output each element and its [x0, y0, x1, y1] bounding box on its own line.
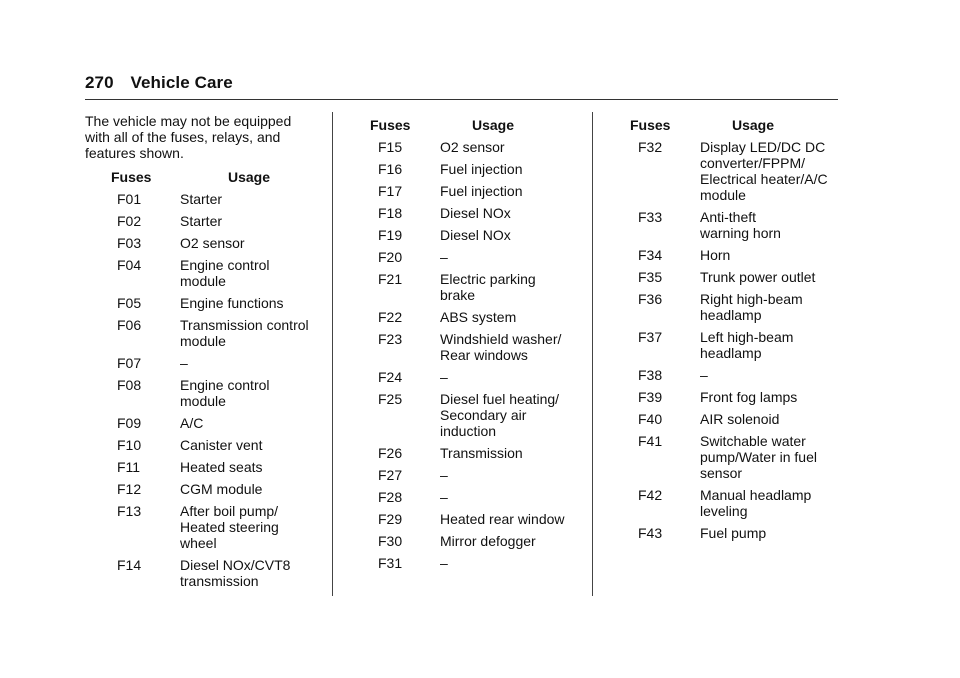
fuse-usage: – — [440, 555, 448, 571]
fuse-usage: – — [440, 489, 448, 505]
fuse-usage: AIR solenoid — [700, 411, 780, 427]
table-row — [345, 511, 585, 527]
fuse-usage: Switchable water pump/Water in fuel sensor — [700, 433, 817, 481]
fuse-usage: Transmission control module — [180, 317, 309, 349]
table-row — [85, 415, 325, 431]
fuse-id: F19 — [378, 227, 403, 243]
table-row — [345, 391, 585, 439]
fuse-id: F26 — [378, 445, 403, 461]
table-row — [345, 533, 585, 549]
header-usage: Usage — [228, 169, 271, 185]
column-divider — [592, 112, 593, 596]
fuse-usage: Diesel NOx — [440, 205, 511, 221]
fuse-usage: Transmission — [440, 445, 523, 461]
table-row — [605, 411, 845, 427]
table-row — [85, 191, 325, 207]
fuse-usage: Starter — [180, 213, 223, 229]
table-row — [605, 269, 845, 285]
fuse-id: F10 — [117, 437, 142, 453]
table-header — [345, 117, 585, 133]
fuse-id: F18 — [378, 205, 403, 221]
table-row — [85, 437, 325, 453]
table-header — [85, 169, 325, 185]
fuse-id: F30 — [378, 533, 403, 549]
fuse-id: F37 — [638, 329, 663, 345]
fuse-usage: – — [180, 355, 188, 371]
table-row — [85, 295, 325, 311]
column-divider — [332, 112, 333, 596]
header-fuses: Fuses — [111, 169, 152, 185]
page-number: 270 — [85, 73, 114, 92]
fuse-usage: Engine control module — [180, 257, 270, 289]
table-row — [345, 271, 585, 303]
fuse-usage: Heated seats — [180, 459, 263, 475]
fuse-id: F42 — [638, 487, 663, 503]
fuse-usage: Fuel pump — [700, 525, 767, 541]
fuse-id: F01 — [117, 191, 142, 207]
fuse-id: F31 — [378, 555, 403, 571]
fuse-id: F39 — [638, 389, 663, 405]
fuse-usage: ABS system — [440, 309, 517, 325]
fuse-usage: Front fog lamps — [700, 389, 798, 405]
table-row — [85, 459, 325, 475]
table-row — [605, 487, 845, 519]
table-row — [605, 139, 845, 203]
fuse-usage: Anti-theft warning horn — [700, 209, 781, 241]
fuse-id: F03 — [117, 235, 142, 251]
fuse-list — [605, 139, 845, 541]
header-fuses: Fuses — [370, 117, 411, 133]
table-row — [345, 331, 585, 363]
fuse-usage: Horn — [700, 247, 731, 263]
fuse-usage: CGM module — [180, 481, 263, 497]
fuse-usage: – — [440, 467, 448, 483]
fuse-id: F23 — [378, 331, 403, 347]
header-usage: Usage — [732, 117, 775, 133]
table-row — [345, 205, 585, 221]
fuse-id: F27 — [378, 467, 403, 483]
table-row — [345, 467, 585, 483]
table-row — [605, 209, 845, 241]
fuse-usage: A/C — [180, 415, 204, 431]
fuse-id: F24 — [378, 369, 403, 385]
fuse-id: F04 — [117, 257, 142, 273]
table-row — [345, 369, 585, 385]
fuse-usage: Right high-beam headlamp — [700, 291, 803, 323]
table-row — [85, 355, 325, 371]
header-rule — [85, 99, 838, 100]
table-row — [85, 257, 325, 289]
header-fuses: Fuses — [630, 117, 671, 133]
section-title: Vehicle Care — [130, 73, 233, 92]
fuse-id: F14 — [117, 557, 142, 573]
fuse-id: F02 — [117, 213, 142, 229]
fuse-usage: Canister vent — [180, 437, 263, 453]
table-row — [345, 309, 585, 325]
table-row — [85, 377, 325, 409]
column-2 — [345, 117, 585, 577]
table-row — [85, 503, 325, 551]
fuse-usage: Display LED/DC DC converter/FPPM/ Electrical heater/A/C module — [700, 139, 828, 203]
fuse-id: F38 — [638, 367, 663, 383]
fuse-id: F16 — [378, 161, 403, 177]
fuse-usage: O2 sensor — [180, 235, 245, 251]
fuse-usage: O2 sensor — [440, 139, 505, 155]
fuse-id: F09 — [117, 415, 142, 431]
fuse-id: F32 — [638, 139, 663, 155]
fuse-list — [345, 139, 585, 571]
table-row — [605, 291, 845, 323]
table-row — [345, 489, 585, 505]
fuse-id: F34 — [638, 247, 663, 263]
table-row — [85, 213, 325, 229]
table-row — [345, 227, 585, 243]
table-row — [605, 329, 845, 361]
fuse-usage: Fuel injection — [440, 183, 523, 199]
fuse-list — [85, 191, 325, 589]
fuse-usage: Heated rear window — [440, 511, 565, 527]
fuse-usage: Diesel NOx/CVT8 transmission — [180, 557, 291, 589]
fuse-usage: – — [700, 367, 708, 383]
table-row — [345, 445, 585, 461]
fuse-id: F40 — [638, 411, 663, 427]
table-row — [345, 183, 585, 199]
fuse-id: F15 — [378, 139, 403, 155]
table-header — [605, 117, 845, 133]
column-1 — [85, 113, 325, 595]
fuse-id: F36 — [638, 291, 663, 307]
fuse-usage: After boil pump/ Heated steering wheel — [180, 503, 279, 551]
fuse-id: F12 — [117, 481, 142, 497]
fuse-id: F06 — [117, 317, 142, 333]
fuse-id: F28 — [378, 489, 403, 505]
table-row — [85, 481, 325, 497]
table-row — [85, 557, 325, 589]
table-row — [605, 367, 845, 383]
table-row — [605, 433, 845, 481]
fuse-id: F08 — [117, 377, 142, 393]
column-3 — [605, 117, 845, 547]
fuse-id: F20 — [378, 249, 403, 265]
table-row — [605, 247, 845, 263]
table-row — [605, 525, 845, 541]
fuse-id: F17 — [378, 183, 403, 199]
fuse-usage: Engine functions — [180, 295, 284, 311]
fuse-id: F33 — [638, 209, 663, 225]
fuse-usage: Trunk power outlet — [700, 269, 816, 285]
fuse-id: F05 — [117, 295, 142, 311]
table-row — [85, 235, 325, 251]
fuse-id: F25 — [378, 391, 403, 407]
fuse-id: F07 — [117, 355, 142, 371]
fuse-usage: Diesel fuel heating/ Secondary air induction — [440, 391, 560, 439]
fuse-id: F13 — [117, 503, 142, 519]
table-row — [345, 249, 585, 265]
fuse-id: F41 — [638, 433, 663, 449]
table-row — [345, 161, 585, 177]
fuse-usage: Fuel injection — [440, 161, 523, 177]
table-row — [85, 317, 325, 349]
fuse-id: F35 — [638, 269, 663, 285]
page-header — [85, 73, 233, 93]
fuse-usage: Electric parking brake — [440, 271, 536, 303]
fuse-id: F22 — [378, 309, 403, 325]
fuse-id: F29 — [378, 511, 403, 527]
fuse-id: F21 — [378, 271, 403, 287]
intro-text: The vehicle may not be equipped with all of the fuses, relays, and features shown. — [85, 113, 292, 161]
table-row — [345, 555, 585, 571]
fuse-id: F43 — [638, 525, 663, 541]
fuse-usage: Engine control module — [180, 377, 270, 409]
table-row — [345, 139, 585, 155]
fuse-usage: Starter — [180, 191, 223, 207]
header-usage: Usage — [472, 117, 515, 133]
fuse-usage: Manual headlamp leveling — [700, 487, 812, 519]
fuse-id: F11 — [117, 459, 141, 475]
table-row — [605, 389, 845, 405]
fuse-usage: – — [440, 369, 448, 385]
fuse-usage: Windshield washer/ Rear windows — [440, 331, 562, 363]
fuse-usage: Diesel NOx — [440, 227, 511, 243]
fuse-usage: Mirror defogger — [440, 533, 536, 549]
fuse-usage: – — [440, 249, 448, 265]
fuse-usage: Left high-beam headlamp — [700, 329, 794, 361]
